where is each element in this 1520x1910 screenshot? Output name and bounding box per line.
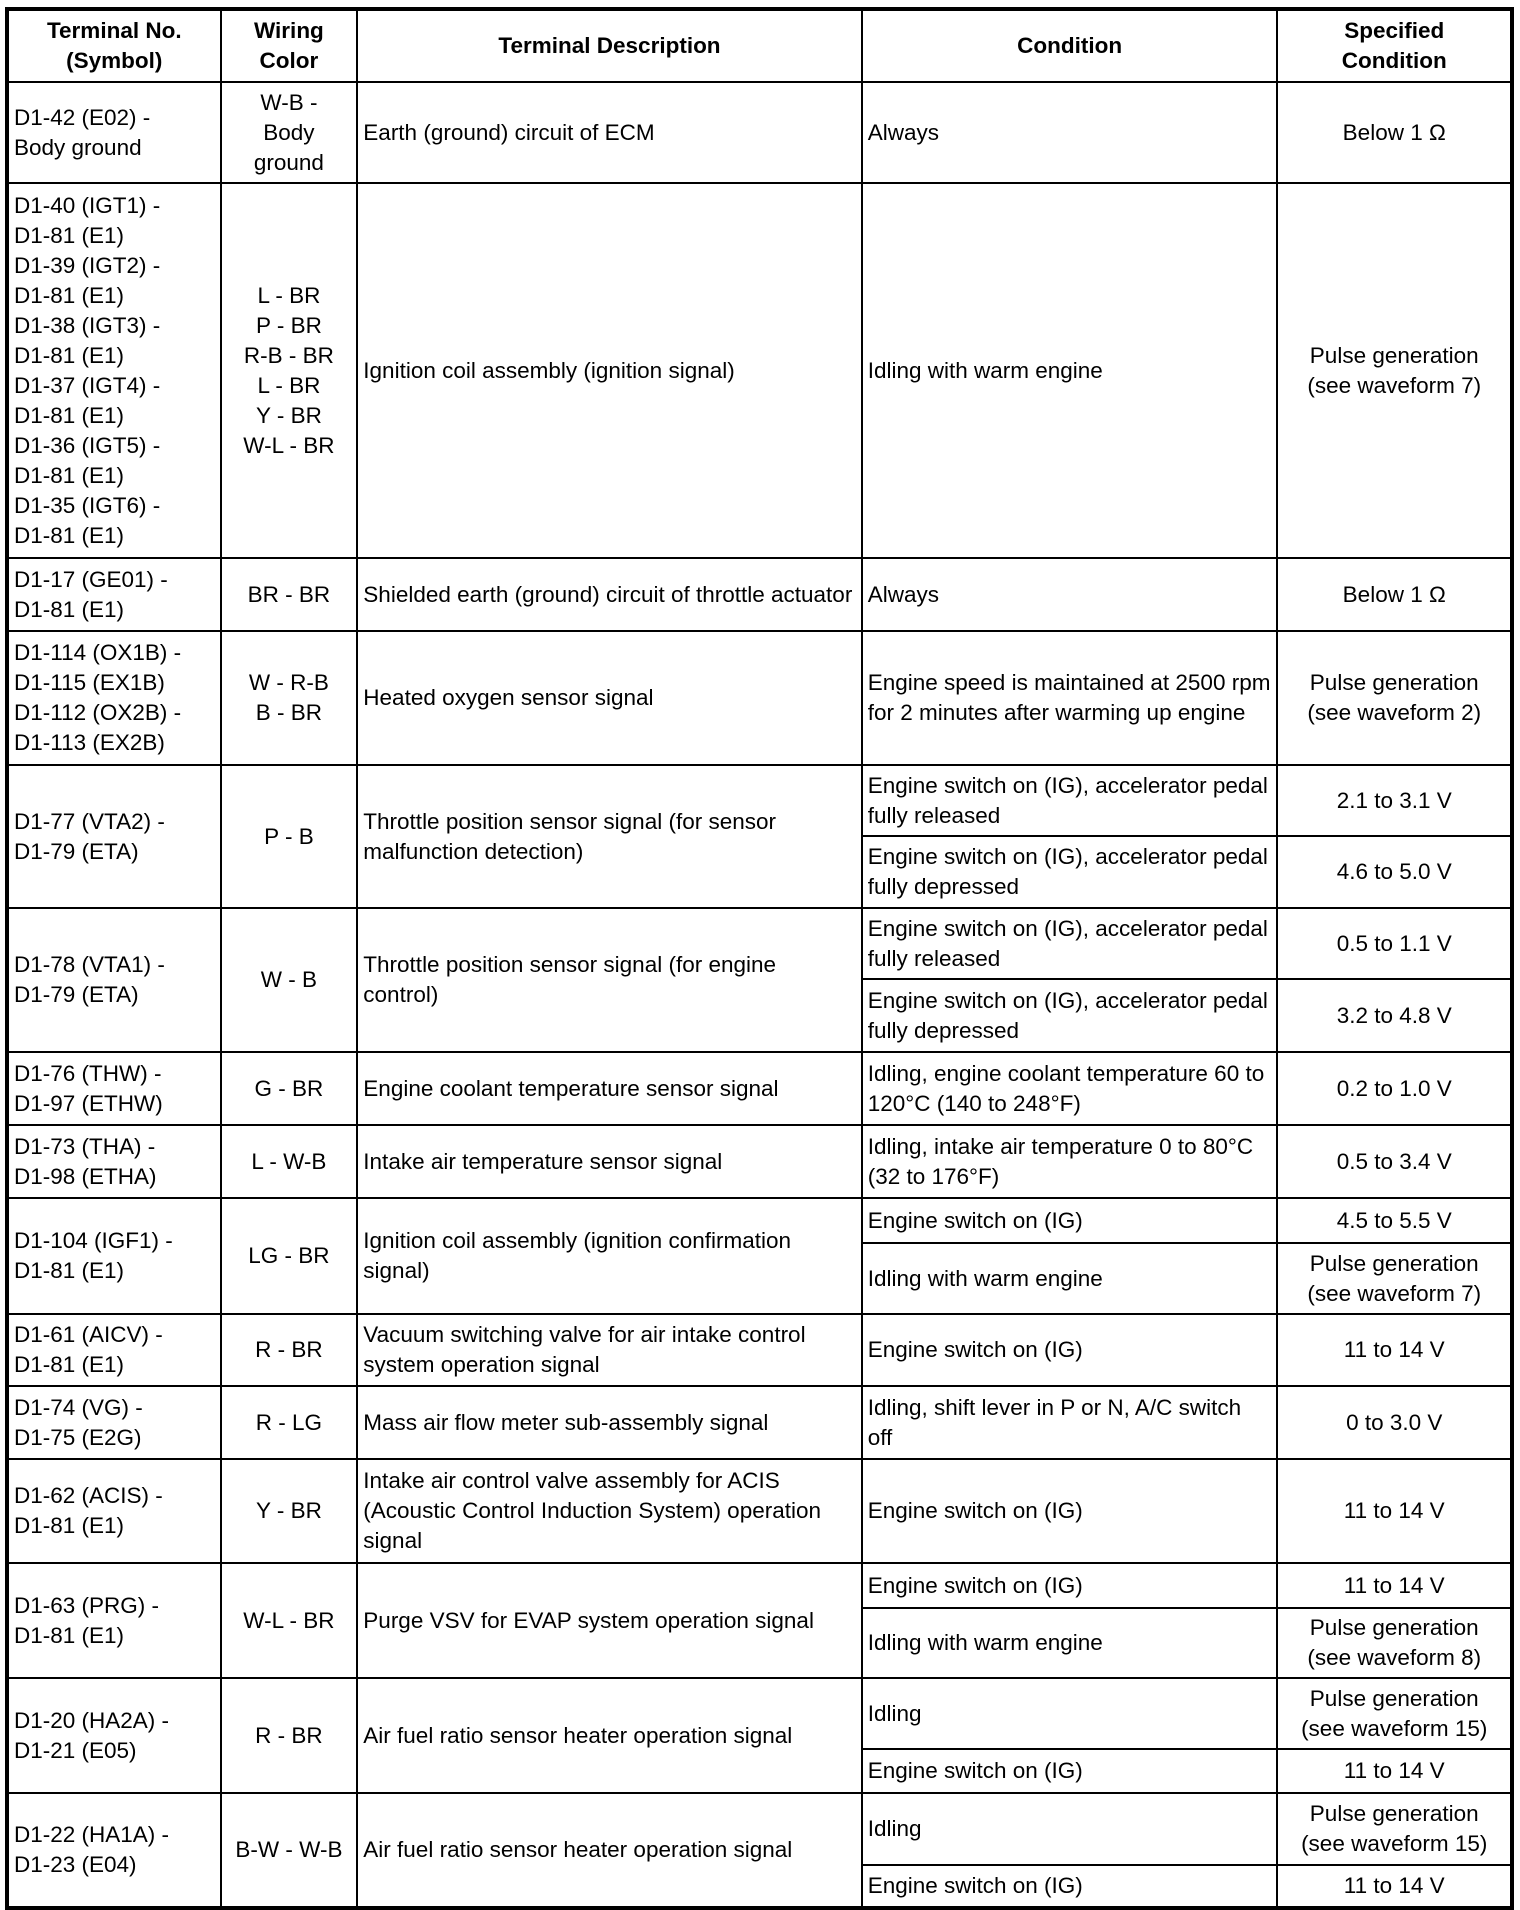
table-row: [7, 1386, 1512, 1459]
wiring-color-cell: G - BR: [221, 1052, 358, 1125]
condition-cell: Idling with warm engine: [862, 183, 1278, 558]
condition-cell: Engine switch on (IG): [862, 1459, 1278, 1563]
specified-condition-cell: Pulse generation (see waveform 15): [1277, 1678, 1512, 1749]
table-row: [7, 1052, 1512, 1125]
table-row: [7, 908, 1512, 979]
table-row: [7, 82, 1512, 183]
condition-cell: Idling: [862, 1793, 1278, 1865]
description-cell: Throttle position sensor signal (for sensor malfunction detection): [357, 765, 861, 908]
description-cell: Purge VSV for EVAP system operation signal: [357, 1563, 861, 1678]
condition-cell: Engine switch on (IG): [862, 1198, 1278, 1243]
terminal-cell: D1-78 (VTA1) - D1-79 (ETA): [7, 908, 221, 1052]
condition-cell: Idling, shift lever in P or N, A/C switch off: [862, 1386, 1278, 1459]
terminal-cell: D1-104 (IGF1) - D1-81 (E1): [7, 1198, 221, 1314]
terminal-cell: D1-73 (THA) - D1-98 (ETHA): [7, 1125, 221, 1198]
terminal-cell: D1-114 (OX1B) - D1-115 (EX1B) D1-112 (OX2B) - D1-113 (EX2B): [7, 631, 221, 765]
wiring-color-cell: R - BR: [221, 1678, 358, 1793]
specified-condition-cell: 0 to 3.0 V: [1277, 1386, 1512, 1459]
terminal-cell: D1-74 (VG) - D1-75 (E2G): [7, 1386, 221, 1459]
description-cell: Ignition coil assembly (ignition signal): [357, 183, 861, 558]
description-cell: Air fuel ratio sensor heater operation signal: [357, 1678, 861, 1793]
specified-condition-cell: Below 1 Ω: [1277, 82, 1512, 183]
wiring-color-cell: W-L - BR: [221, 1563, 358, 1678]
description-cell: Throttle position sensor signal (for engine control): [357, 908, 861, 1052]
terminal-cell: D1-22 (HA1A) - D1-23 (E04): [7, 1793, 221, 1908]
terminal-cell: D1-62 (ACIS) - D1-81 (E1): [7, 1459, 221, 1563]
header-terminal-no: Terminal No. (Symbol): [7, 9, 221, 82]
table-row: [7, 183, 1512, 558]
description-cell: Engine coolant temperature sensor signal: [357, 1052, 861, 1125]
wiring-color-cell: R - BR: [221, 1314, 358, 1386]
specified-condition-cell: 11 to 14 V: [1277, 1865, 1512, 1908]
table-row: [7, 1314, 1512, 1386]
condition-cell: Idling, intake air temperature 0 to 80°C (32 to 176°F): [862, 1125, 1278, 1198]
terminal-cell: D1-77 (VTA2) - D1-79 (ETA): [7, 765, 221, 908]
terminal-spec-table: [5, 7, 1514, 1910]
table-row: [7, 1459, 1512, 1563]
specified-condition-cell: 0.2 to 1.0 V: [1277, 1052, 1512, 1125]
condition-cell: Idling, engine coolant temperature 60 to 120°C (140 to 248°F): [862, 1052, 1278, 1125]
description-cell: Earth (ground) circuit of ECM: [357, 82, 861, 183]
condition-cell: Idling: [862, 1678, 1278, 1749]
condition-cell: Engine switch on (IG): [862, 1563, 1278, 1608]
header-row: [7, 9, 1512, 82]
header-condition: Condition: [862, 9, 1278, 82]
condition-cell: Engine switch on (IG), accelerator pedal fully depressed: [862, 836, 1278, 908]
wiring-color-cell: Y - BR: [221, 1459, 358, 1563]
wiring-color-cell: W - B: [221, 908, 358, 1052]
wiring-color-cell: L - W-B: [221, 1125, 358, 1198]
table-row: [7, 765, 1512, 836]
condition-cell: Idling with warm engine: [862, 1243, 1278, 1314]
description-cell: Ignition coil assembly (ignition confirmation signal): [357, 1198, 861, 1314]
specified-condition-cell: Below 1 Ω: [1277, 558, 1512, 631]
specified-condition-cell: Pulse generation (see waveform 15): [1277, 1793, 1512, 1865]
condition-cell: Engine switch on (IG): [862, 1749, 1278, 1793]
specified-condition-cell: 3.2 to 4.8 V: [1277, 979, 1512, 1052]
specified-condition-cell: Pulse generation (see waveform 8): [1277, 1608, 1512, 1678]
specified-condition-cell: 0.5 to 1.1 V: [1277, 908, 1512, 979]
condition-cell: Engine switch on (IG): [862, 1314, 1278, 1386]
header-specified-condition: Specified Condition: [1277, 9, 1512, 82]
specified-condition-cell: 11 to 14 V: [1277, 1563, 1512, 1608]
terminal-cell: D1-40 (IGT1) - D1-81 (E1) D1-39 (IGT2) - D1-81 (E1) D1-38 (IGT3) - D1-81 (E1) D1-37 (IGT4) - D1-81 (E1) D1-36 (IGT5) - D1-81 (E1) D1-35 (IGT6) - D1-81 (E1): [7, 183, 221, 558]
description-cell: Vacuum switching valve for air intake control system operation signal: [357, 1314, 861, 1386]
specified-condition-cell: 4.5 to 5.5 V: [1277, 1198, 1512, 1243]
specified-condition-cell: 4.6 to 5.0 V: [1277, 836, 1512, 908]
header-terminal-description: Terminal Description: [357, 9, 861, 82]
terminal-cell: D1-20 (HA2A) - D1-21 (E05): [7, 1678, 221, 1793]
condition-cell: Idling with warm engine: [862, 1608, 1278, 1678]
condition-cell: Engine speed is maintained at 2500 rpm for 2 minutes after warming up engine: [862, 631, 1278, 765]
table-row: [7, 1125, 1512, 1198]
terminal-cell: D1-17 (GE01) - D1-81 (E1): [7, 558, 221, 631]
terminal-cell: D1-61 (AICV) - D1-81 (E1): [7, 1314, 221, 1386]
table-row: [7, 631, 1512, 765]
condition-cell: Always: [862, 558, 1278, 631]
description-cell: Intake air control valve assembly for ACIS (Acoustic Control Induction System) operation signal: [357, 1459, 861, 1563]
terminal-cell: D1-42 (E02) - Body ground: [7, 82, 221, 183]
specified-condition-cell: Pulse generation (see waveform 2): [1277, 631, 1512, 765]
specified-condition-cell: 11 to 14 V: [1277, 1459, 1512, 1563]
specified-condition-cell: 11 to 14 V: [1277, 1314, 1512, 1386]
header-wiring-color: Wiring Color: [221, 9, 358, 82]
table-row: [7, 1198, 1512, 1243]
specified-condition-cell: 2.1 to 3.1 V: [1277, 765, 1512, 836]
wiring-color-cell: L - BR P - BR R-B - BR L - BR Y - BR W-L - BR: [221, 183, 358, 558]
wiring-color-cell: W - R-B B - BR: [221, 631, 358, 765]
description-cell: Intake air temperature sensor signal: [357, 1125, 861, 1198]
description-cell: Heated oxygen sensor signal: [357, 631, 861, 765]
condition-cell: Engine switch on (IG), accelerator pedal fully depressed: [862, 979, 1278, 1052]
specified-condition-cell: 11 to 14 V: [1277, 1749, 1512, 1793]
specified-condition-cell: Pulse generation (see waveform 7): [1277, 1243, 1512, 1314]
specified-condition-cell: Pulse generation (see waveform 7): [1277, 183, 1512, 558]
table-row: [7, 1678, 1512, 1749]
condition-cell: Engine switch on (IG): [862, 1865, 1278, 1908]
terminal-cell: D1-63 (PRG) - D1-81 (E1): [7, 1563, 221, 1678]
terminal-cell: D1-76 (THW) - D1-97 (ETHW): [7, 1052, 221, 1125]
table-row: [7, 1793, 1512, 1865]
wiring-color-cell: BR - BR: [221, 558, 358, 631]
wiring-color-cell: P - B: [221, 765, 358, 908]
condition-cell: Engine switch on (IG), accelerator pedal fully released: [862, 765, 1278, 836]
condition-cell: Always: [862, 82, 1278, 183]
wiring-color-cell: LG - BR: [221, 1198, 358, 1314]
specified-condition-cell: 0.5 to 3.4 V: [1277, 1125, 1512, 1198]
table-row: [7, 558, 1512, 631]
wiring-color-cell: R - LG: [221, 1386, 358, 1459]
table-row: [7, 1563, 1512, 1608]
condition-cell: Engine switch on (IG), accelerator pedal fully released: [862, 908, 1278, 979]
description-cell: Air fuel ratio sensor heater operation signal: [357, 1793, 861, 1908]
wiring-color-cell: W-B - Body ground: [221, 82, 358, 183]
wiring-color-cell: B-W - W-B: [221, 1793, 358, 1908]
description-cell: Mass air flow meter sub-assembly signal: [357, 1386, 861, 1459]
description-cell: Shielded earth (ground) circuit of throttle actuator: [357, 558, 861, 631]
